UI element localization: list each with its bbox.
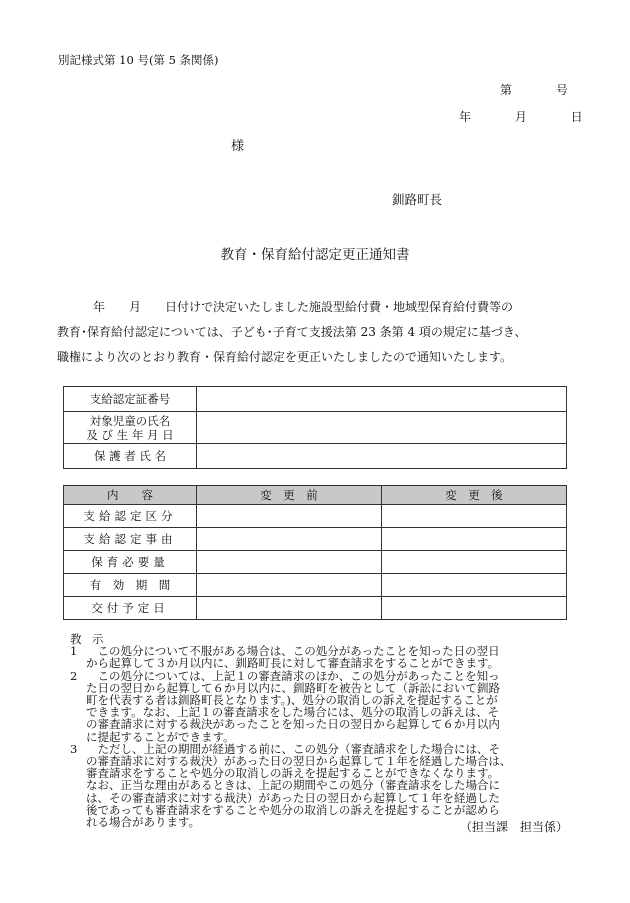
table-header-row	[64, 486, 567, 505]
table-row	[64, 505, 567, 528]
before-cell	[197, 505, 382, 528]
instruction-item	[66, 645, 586, 669]
after-cell	[382, 551, 567, 574]
table-row	[64, 574, 567, 597]
item-line: の審査請求に対する裁決）があった日の翌日から起算して１年を経過した場合は、	[86, 754, 512, 769]
guardian-name-value	[197, 444, 567, 469]
after-cell	[382, 505, 567, 528]
child-name-birthdate-label	[64, 412, 197, 444]
row-label: 支給認定区分	[64, 505, 197, 528]
header-before: 変 更 前	[197, 486, 382, 505]
addressee-honorific: 様	[231, 139, 245, 154]
before-cell	[197, 574, 382, 597]
guardian-name-label: 保 護 者 氏 名	[64, 444, 197, 469]
label-line: 及 び 生 年 月 日	[86, 427, 174, 442]
table-row	[64, 551, 567, 574]
notice-body	[57, 295, 577, 370]
row-label: 有 効 期 間	[64, 574, 197, 597]
form-label: 別記様式第 10 号(第 5 条関係)	[58, 53, 219, 67]
cert-number-label: 支給認定証番号	[64, 387, 197, 412]
after-cell	[382, 528, 567, 551]
after-cell	[382, 574, 567, 597]
header-content: 内 容	[64, 486, 197, 505]
item-line: この処分については、上記１の審査請求のほか、この処分があったことを知っ	[86, 668, 500, 683]
row-label: 保育必要量	[64, 551, 197, 574]
sender-name: 釧路町長	[392, 192, 443, 207]
table-row	[64, 387, 567, 412]
item-line: た日の翌日から起算して６か月以内に、釧路町を被告として（訴訟において釧路	[86, 680, 500, 695]
document-title: 教育・保育給付認定更正通知書	[220, 247, 410, 263]
appeal-instructions	[66, 633, 586, 828]
table-row	[64, 597, 567, 620]
item-line: 町を代表する者は釧路町長となります。)、処分の取消しの訴えを提起することが	[86, 693, 498, 708]
document-number: 第 号	[500, 83, 568, 97]
row-label: 交付予定日	[64, 597, 197, 620]
body-line: 職権により次のとおり教育・保育給付認定を更正いたしましたので通知いたします。	[57, 350, 513, 364]
row-label: 支給認定事由	[64, 528, 197, 551]
recipient-info-table	[63, 386, 567, 469]
body-line: 年 月 日付けで決定いたしました施設型給付費・地域型保育給付費等の	[57, 300, 514, 314]
before-cell	[197, 551, 382, 574]
before-cell	[197, 597, 382, 620]
before-cell	[197, 528, 382, 551]
table-row	[64, 528, 567, 551]
item-line: 後であっても審査請求をすることや処分の取消しの訴えを提起することが認めら	[86, 802, 500, 817]
item-line: から起算して３か月以内に、釧路町長に対して審査請求をすることができます。	[86, 656, 500, 671]
cert-number-value	[197, 387, 567, 412]
child-name-birthdate-value	[197, 412, 567, 444]
document-date: 年 月 日	[459, 110, 583, 124]
after-cell	[382, 597, 567, 620]
department-contact: （担当課 担当係）	[460, 820, 569, 834]
item-line: ただし、上記の期間が経過する前に、この処分（審査請求をした場合には、そ	[86, 741, 500, 756]
table-row	[64, 412, 567, 444]
item-line: なお、正当な理由があるときは、上記の期間やこの処分（審査請求をした場合に	[86, 778, 500, 793]
item-line: れる場合があります。	[86, 815, 201, 830]
item-line: は、その審査請求に対する裁決）があった日の翌日から起算して１年を経過した	[86, 790, 500, 805]
item-number: 1	[70, 644, 78, 659]
label-line: 対象児童の氏名	[89, 413, 171, 428]
instruction-item	[66, 743, 586, 828]
item-line: 審査請求をすることや処分の取消しの訴えを提起することができなくなります。	[86, 766, 500, 781]
item-number: 3	[70, 741, 78, 756]
body-line: 教育･保育給付認定については、子ども･子育て支援法第 23 条第 4 項の規定に基づき、	[57, 325, 527, 339]
item-number: 2	[70, 668, 78, 683]
item-line: この処分について不服がある場合は、この処分があったことを知った日の翌日	[86, 644, 500, 659]
change-details-table	[63, 485, 567, 620]
instructions-heading: 教 示	[70, 632, 108, 646]
item-line: できます。なお、上記１の審査請求をした場合には、処分の取消しの訴えは、そ	[86, 705, 500, 720]
instruction-item	[66, 670, 586, 743]
item-line: の審査請求に対する裁決があったことを知った日の翌日から起算して６か月以内	[86, 717, 500, 732]
item-line: に提起することができます。	[86, 729, 235, 744]
header-after: 変 更 後	[382, 486, 567, 505]
table-row	[64, 444, 567, 469]
